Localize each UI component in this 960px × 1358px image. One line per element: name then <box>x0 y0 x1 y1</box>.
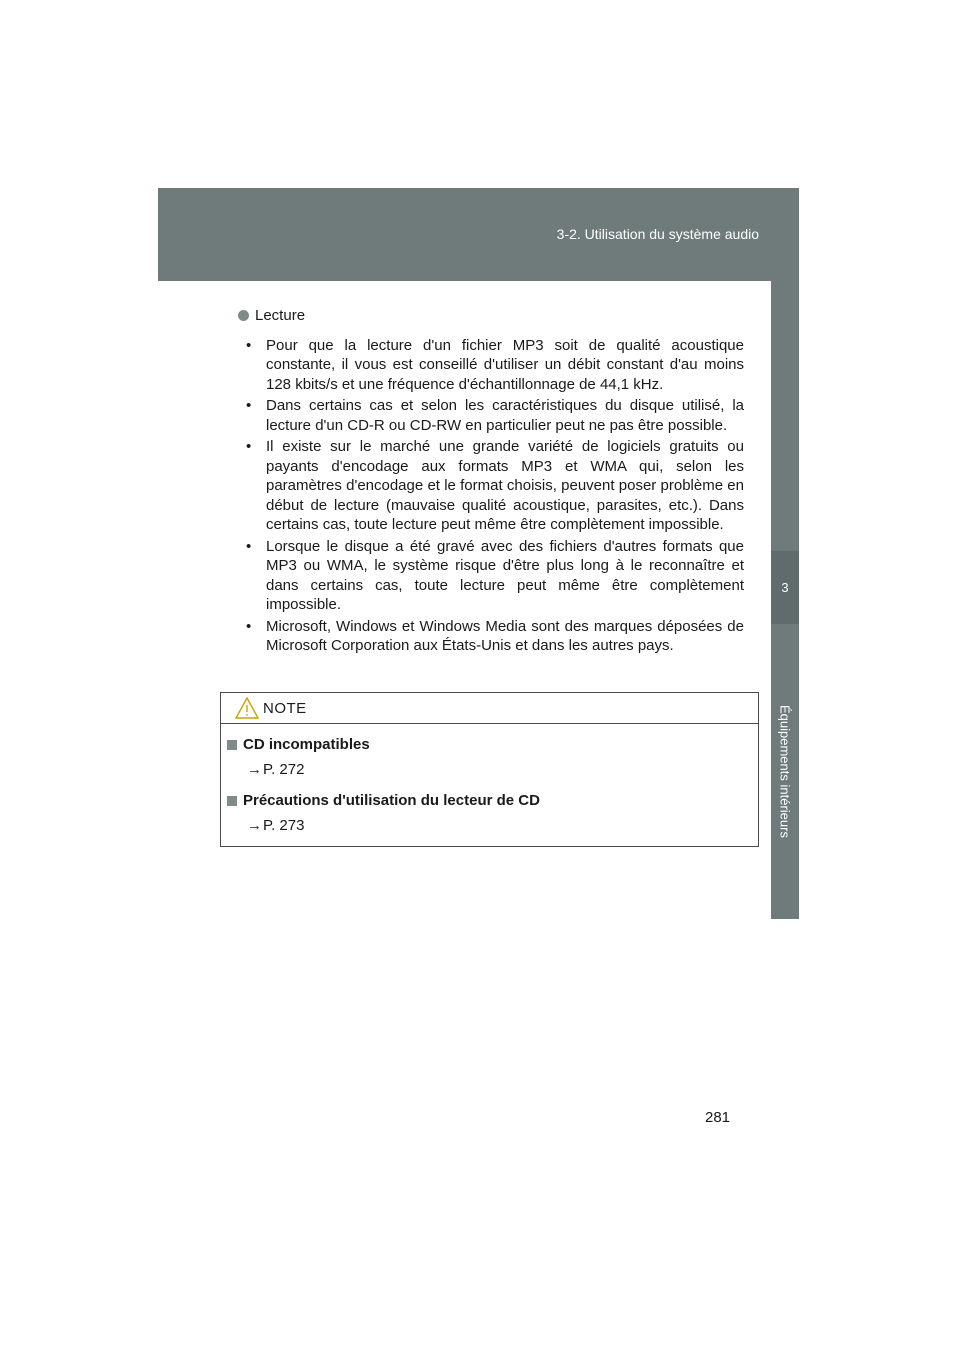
note-body <box>221 724 758 834</box>
list-item: • Dans certains cas et selon les caractéristiques du disque utilisé, la lecture d'un CD-R ou CD-RW en particulier peut ne pas être possible. <box>246 397 744 434</box>
section-title: Lecture <box>255 307 306 324</box>
side-tab-label-wrap <box>771 624 799 919</box>
list-item: • Lorsque le disque a été gravé avec des fichiers d'autres formats que MP3 ou WMA, le système risque d'être plus long à le reconnaître et dans certains cas, toute lecture peut même être complètement impossible. <box>246 537 744 613</box>
list-item: • Il existe sur le marché une grande variété de logiciels gratuits ou payants d'encodage aux formats MP3 et WMA qui, selon les paramètres d'encodage et le format choisis, peuvent poser problème en début de lecture (mauvaise qualité acoustique, parasites, etc.). Dans certains cas, toute lecture peut même être complètement impossible. <box>246 438 744 533</box>
page-reference: →P. 272 <box>247 761 305 778</box>
bullet-icon: • <box>246 617 252 635</box>
note-header <box>221 693 758 724</box>
square-bullet-icon <box>227 740 237 750</box>
header-band <box>158 188 799 281</box>
list-item: • Microsoft, Windows et Windows Media sont des marques déposées de Microsoft Corporation aux États-Unis et dans les autres pays. <box>246 617 744 654</box>
arrow-right-icon: → <box>247 817 262 834</box>
warning-triangle-icon <box>235 697 259 719</box>
note-box <box>220 692 759 847</box>
list-item: • Pour que la lecture d'un fichier MP3 soit de qualité acoustique constante, il vous est conseillé d'utiliser un débit constant d'au moins 128 kbits/s et une fréquence d'échantillonnage de 44,1 kHz. <box>246 336 744 393</box>
bullet-icon: • <box>246 537 252 555</box>
arrow-right-icon: → <box>247 761 262 778</box>
note-item-title: Précautions d'utilisation du lecteur de CD <box>227 792 758 809</box>
circle-bullet-icon <box>238 310 249 321</box>
bullet-icon: • <box>246 397 252 414</box>
page-number: 281 <box>705 1109 731 1126</box>
square-bullet-icon <box>227 796 237 806</box>
section-header: 3-2. Utilisation du système audio <box>556 226 759 242</box>
bullet-icon: • <box>246 438 252 455</box>
info-list <box>246 336 744 656</box>
side-tab-number: 3 <box>771 551 799 624</box>
note-label: NOTE <box>263 700 307 717</box>
page-reference: →P. 273 <box>247 817 305 834</box>
section-title-row <box>238 306 744 326</box>
side-tab-label: Équipements intérieurs <box>777 705 793 838</box>
bullet-icon: • <box>246 336 252 354</box>
note-item-title: CD incompatibles <box>227 736 758 753</box>
side-tab-top <box>771 188 799 551</box>
main-content <box>238 306 744 658</box>
